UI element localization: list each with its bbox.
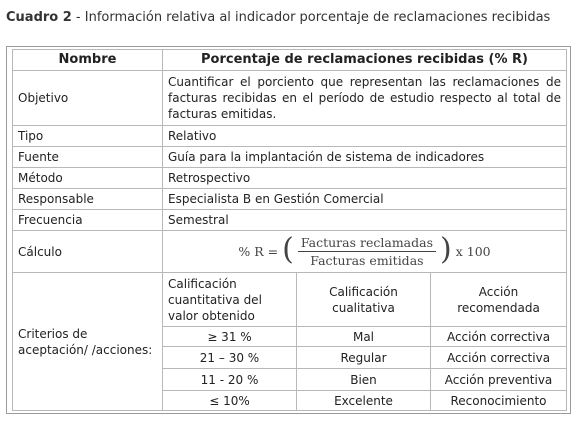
row-objetivo	[13, 71, 567, 126]
formula-cell	[163, 231, 567, 273]
row-label: Cálculo	[13, 231, 163, 273]
criterio-qualitative: Mal	[297, 327, 431, 347]
row-calculo	[13, 231, 567, 273]
row-label: Tipo	[13, 126, 163, 147]
criterio-range: ≤ 10%	[163, 391, 297, 411]
criterio-qualitative: Bien	[297, 369, 431, 391]
percent-formula	[168, 231, 561, 268]
row-value: Relativo	[163, 126, 567, 147]
formula-lhs: % R =	[238, 243, 279, 259]
criterio-qualitative: Excelente	[297, 391, 431, 411]
formula-rhs: x 100	[455, 243, 491, 259]
row-value: Semestral	[163, 210, 567, 231]
criterio-action: Reconocimiento	[431, 391, 567, 411]
criterios-header-row	[13, 273, 567, 327]
caption-text: - Información relativa al indicador porcentaje de reclamaciones recibidas	[71, 10, 551, 25]
header-nombre: Nombre	[13, 50, 163, 71]
fraction-numerator: Facturas reclamadas	[298, 235, 436, 252]
open-paren: (	[282, 231, 294, 267]
criterio-range: ≥ 31 %	[163, 327, 297, 347]
row-fuente	[13, 147, 567, 168]
row-value: Especialista B en Gestión Comercial	[163, 189, 567, 210]
header-row	[13, 50, 567, 71]
row-frecuencia	[13, 210, 567, 231]
row-label: Frecuencia	[13, 210, 163, 231]
criterio-qualitative: Regular	[297, 347, 431, 369]
row-responsable	[13, 189, 567, 210]
row-label: Fuente	[13, 147, 163, 168]
criterio-range: 11 - 20 %	[163, 369, 297, 391]
row-value: Guía para la implantación de sistema de indicadores	[163, 147, 567, 168]
criterio-action: Acción correctiva	[431, 327, 567, 347]
caption-label: Cuadro 2	[6, 10, 72, 25]
fraction	[298, 235, 436, 268]
fraction-denominator: Facturas emitidas	[310, 253, 424, 268]
row-label: Objetivo	[13, 71, 163, 126]
header-indicator-name: Porcentaje de reclamaciones recibidas (% R)	[163, 50, 567, 71]
close-paren: )	[440, 231, 452, 267]
criterios-label: Criterios de aceptación/ /acciones:	[13, 273, 163, 411]
subheader-cualitativa: Calificación cualitativa	[297, 273, 431, 327]
subheader-accion: Acción recomendada	[431, 273, 567, 327]
indicator-table	[12, 49, 567, 411]
subheader-cuantitativa: Calificación cuantitativa del valor obtenido	[163, 273, 297, 327]
row-label: Responsable	[13, 189, 163, 210]
row-metodo	[13, 168, 567, 189]
table-caption	[6, 10, 550, 25]
row-label: Método	[13, 168, 163, 189]
row-tipo	[13, 126, 567, 147]
criterio-action: Acción correctiva	[431, 347, 567, 369]
criterio-action: Acción preventiva	[431, 369, 567, 391]
row-value: Cuantificar el porciento que representan las reclamaciones de facturas recibidas en el período de estudio respecto al total de facturas emitidas.	[163, 71, 567, 126]
row-value: Retrospectivo	[163, 168, 567, 189]
criterio-range: 21 – 30 %	[163, 347, 297, 369]
